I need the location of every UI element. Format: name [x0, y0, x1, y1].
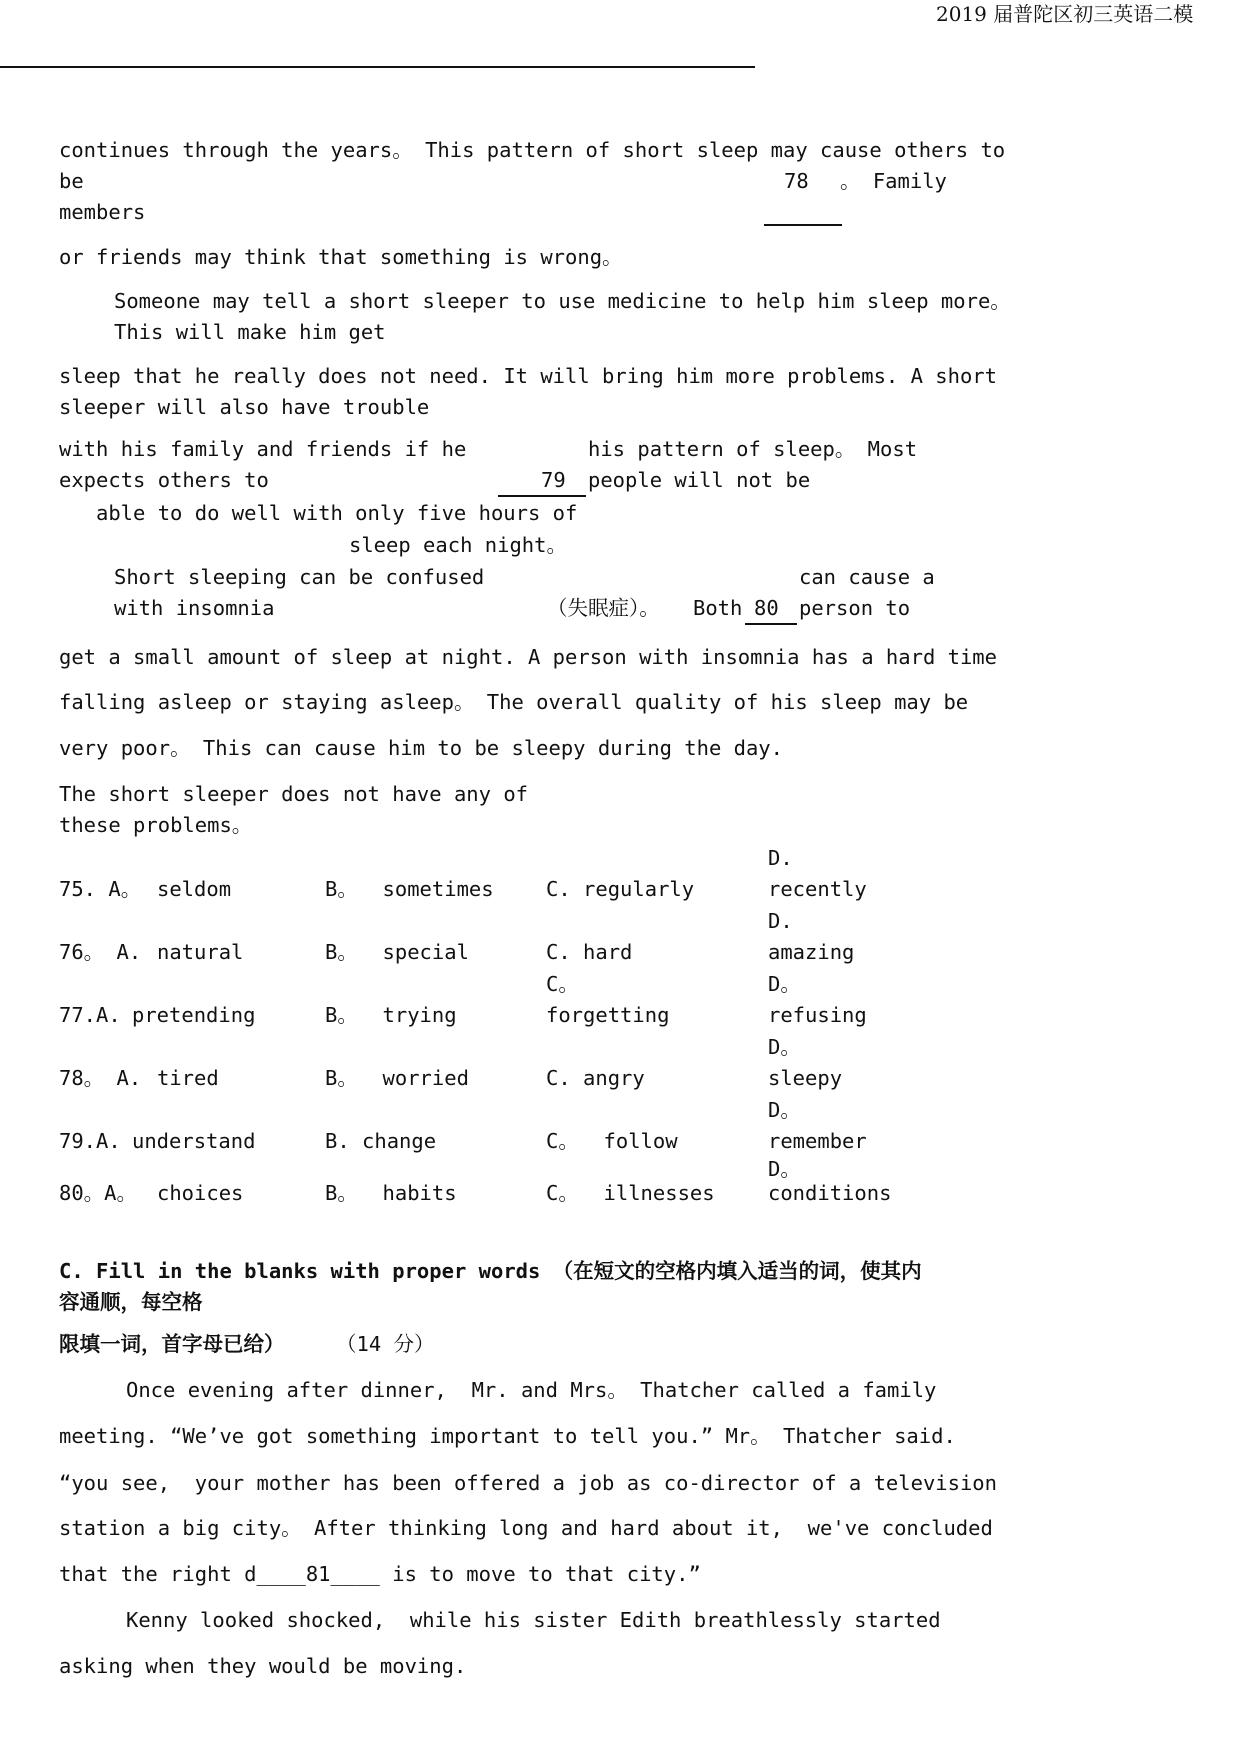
option-b: B. change — [325, 1129, 437, 1153]
passage-line: sleeper will also have trouble — [59, 395, 430, 419]
passage-line: falling asleep or staying asleep。 The overall quality of his sleep may be — [59, 690, 969, 714]
option-d-label: D。 — [768, 1098, 801, 1122]
passage-line: station a big city。 After thinking long and hard about it, we've concluded — [59, 1516, 993, 1540]
question-number: 76。 A. — [59, 940, 142, 964]
passage-line: his pattern of sleep。 Most — [588, 437, 918, 461]
passage-line: be — [59, 169, 84, 193]
question-number: 78。 A. — [59, 1066, 142, 1090]
option-d: remember — [768, 1129, 867, 1153]
option-d-label: D。 — [768, 972, 801, 996]
question-number: 77.A. — [59, 1003, 121, 1027]
option-c: C. angry — [546, 1066, 645, 1090]
passage-line: with insomnia — [114, 596, 275, 620]
option-c: C. hard — [546, 940, 633, 964]
passage-line: people will not be — [588, 468, 811, 492]
option-a: pretending — [132, 1003, 256, 1027]
passage-line: This will make him get — [114, 320, 386, 344]
passage-line: asking when they would be moving. — [59, 1654, 467, 1678]
question-number: 75. A。 — [59, 877, 142, 901]
blank-number: 78 — [784, 169, 809, 193]
option-c: C。 follow — [546, 1129, 678, 1153]
option-b: B。 habits — [325, 1181, 457, 1205]
passage-line: meeting. “We’ve got something important to tell you.” Mr。 Thatcher said. — [59, 1424, 956, 1448]
passage-line: members — [59, 200, 146, 224]
passage-line: expects others to — [59, 468, 269, 492]
passage-line: “you see, your mother has been offered a job as co-director of a television — [59, 1471, 997, 1495]
option-b: B。 special — [325, 940, 469, 964]
passage-line: Someone may tell a short sleeper to use medicine to help him sleep more。 — [114, 289, 1011, 313]
passage-line: person to — [799, 596, 911, 620]
option-d-label: D。 — [768, 1035, 801, 1059]
section-c-title: C. Fill in the blanks with proper words （在短文的空格内填入适当的词，使其内 — [59, 1259, 922, 1283]
blank-number: 79 — [541, 468, 566, 492]
passage-line: Once evening after dinner, Mr. and Mrs。 Thatcher called a family — [126, 1378, 937, 1402]
passage-line: Short sleeping can be confused — [114, 565, 485, 589]
section-c-title: 限填一词，首字母已给） — [59, 1332, 285, 1356]
question-number: 79.A. — [59, 1129, 121, 1153]
option-b: B。 sometimes — [325, 877, 494, 901]
option-a: natural — [157, 940, 244, 964]
option-c: C。 illnesses — [546, 1181, 715, 1205]
question-number: 80。A。 — [59, 1181, 138, 1205]
passage-line: sleep that he really does not need. It will bring him more problems. A short — [59, 364, 997, 388]
option-d: recently — [768, 877, 867, 901]
option-d-label: D. — [768, 909, 793, 933]
header-divider — [0, 66, 755, 68]
passage-line: Kenny looked shocked, while his sister Edith breathlessly started — [126, 1608, 941, 1632]
page-header: 2019 届普陀区初三英语二模 — [936, 2, 1194, 26]
option-a: seldom — [157, 877, 232, 901]
option-b: B。 trying — [325, 1003, 457, 1027]
section-c-score: （14 分） — [336, 1332, 435, 1356]
passage-line: able to do well with only five hours of — [96, 501, 578, 525]
option-c: C. regularly — [546, 877, 695, 901]
passage-line: sleep each night。 — [349, 533, 567, 557]
option-d-label: D. — [768, 846, 793, 870]
passage-line: 。 Family — [840, 169, 947, 193]
section-c-title: 容通顺，每空格 — [59, 1290, 203, 1314]
answer-blank-80 — [745, 623, 797, 625]
option-d-label: D。 — [768, 1157, 801, 1181]
option-c-label: C。 — [546, 972, 579, 996]
option-a: understand — [132, 1129, 256, 1153]
answer-blank-78 — [764, 224, 842, 226]
option-d: refusing — [768, 1003, 867, 1027]
option-b: B。 worried — [325, 1066, 469, 1090]
passage-line: （失眠症）。 — [547, 596, 660, 620]
option-c: forgetting — [546, 1003, 670, 1027]
option-d: conditions — [768, 1181, 892, 1205]
option-a: choices — [157, 1181, 244, 1205]
option-d: sleepy — [768, 1066, 843, 1090]
passage-line: very poor。 This can cause him to be sleepy during the day. — [59, 736, 783, 760]
passage-line: continues through the years。 This pattern of short sleep may cause others to — [59, 138, 1006, 162]
passage-line: The short sleeper does not have any of — [59, 782, 528, 806]
passage-line: or friends may think that something is wrong。 — [59, 245, 623, 269]
passage-line: Both — [693, 596, 743, 620]
passage-line: can cause a — [799, 565, 935, 589]
answer-blank-79 — [498, 495, 586, 497]
passage-line: with his family and friends if he — [59, 437, 467, 461]
option-a: tired — [157, 1066, 219, 1090]
passage-line: get a small amount of sleep at night. A person with insomnia has a hard time — [59, 645, 997, 669]
blank-number: 80 — [754, 596, 779, 620]
passage-line: that the right d____81____ is to move to that city.” — [59, 1562, 701, 1586]
option-d: amazing — [768, 940, 855, 964]
passage-line: these problems。 — [59, 813, 253, 837]
